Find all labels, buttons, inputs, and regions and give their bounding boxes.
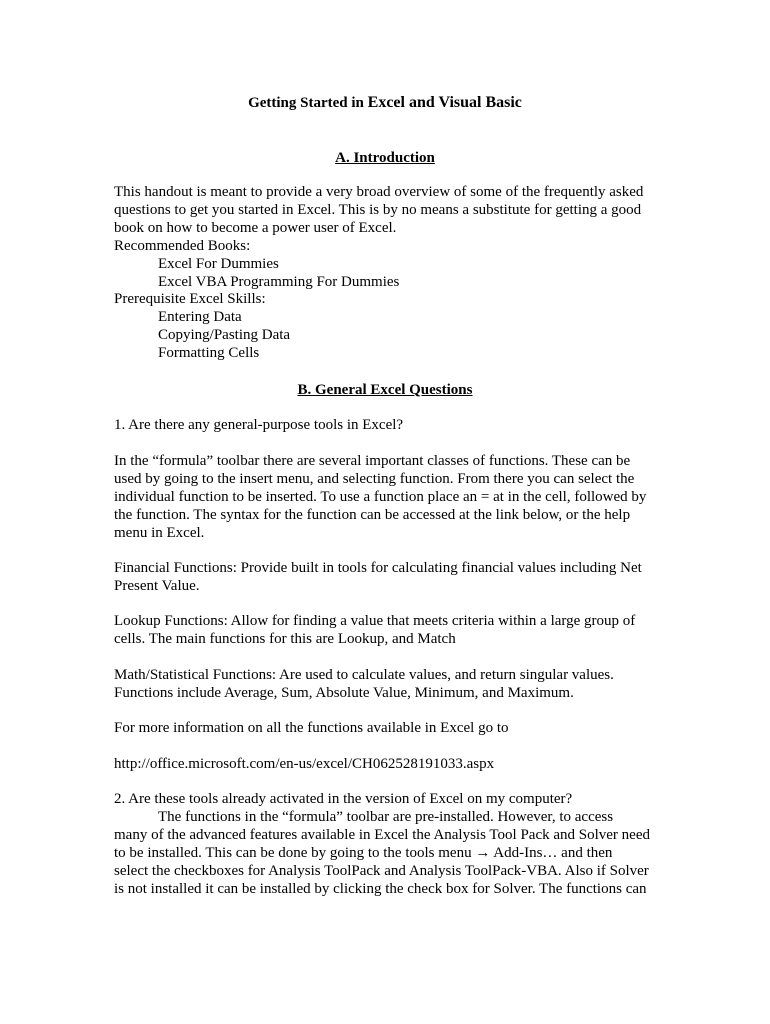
intro-line: This handout is meant to provide a very broad overview of some of the frequently asked	[114, 184, 644, 200]
math-paragraph	[114, 667, 674, 703]
financial-line: Present Value.	[114, 577, 200, 594]
lookup-line: Lookup Functions: Allow for finding a value that meets criteria within a large group of	[114, 613, 636, 629]
intro-block	[114, 184, 674, 363]
formula-line: used by going to the insert menu, and selecting function. From there you can select the	[114, 470, 635, 487]
more-info-paragraph	[114, 720, 674, 738]
question-2	[114, 791, 674, 898]
q2-line: is not installed it can be installed by clicking the check box for Solver. The functions can	[114, 880, 647, 897]
q2-line: select the checkboxes for Analysis ToolPack and Analysis ToolPack-VBA. Also if Solver	[114, 862, 649, 879]
q2-line: The functions in the “formula” toolbar are pre-installed. However, to access	[158, 808, 614, 825]
section-b-heading: B. General Excel Questions	[297, 382, 473, 398]
question-1	[114, 417, 674, 435]
lookup-line: cells. The main functions for this are Lookup, and Match	[114, 630, 456, 647]
q2-line: many of the advanced features available in Excel the Analysis Tool Pack and Solver need	[114, 826, 650, 843]
title-part-2: Excel and Visual Basic	[367, 94, 522, 111]
more-info-text: For more information on all the functions available in Excel go to	[114, 720, 509, 736]
math-line: Functions include Average, Sum, Absolute Value, Minimum, and Maximum.	[114, 684, 574, 701]
financial-paragraph	[114, 560, 674, 596]
title-part-1: Getting Started in	[248, 95, 368, 111]
q2-line: to be installed. This can be done by going to the tools menu → Add-Ins… and then	[114, 844, 613, 861]
recommended-books-label: Recommended Books:	[114, 237, 251, 254]
question-2-text: 2. Are these tools already activated in the version of Excel on my computer?	[114, 791, 573, 807]
formula-line: In the “formula” toolbar there are several important classes of functions. These can be	[114, 453, 631, 469]
formula-line: the function. The syntax for the function can be accessed at the link below, or the help	[114, 506, 631, 523]
section-a-heading: A. Introduction	[335, 150, 435, 166]
book-item: Excel VBA Programming For Dummies	[158, 273, 400, 290]
question-1-text: 1. Are there any general-purpose tools in Excel?	[114, 417, 404, 433]
functions-link[interactable]: http://office.microsoft.com/en-us/excel/CH062528191033.aspx	[114, 756, 495, 772]
math-line: Math/Statistical Functions: Are used to calculate values, and return singular values.	[114, 667, 614, 683]
book-item: Excel For Dummies	[158, 255, 279, 272]
lookup-paragraph	[114, 613, 674, 649]
skill-item: Entering Data	[158, 309, 242, 326]
prerequisite-skills-label: Prerequisite Excel Skills:	[114, 291, 266, 308]
formula-paragraph	[114, 453, 674, 543]
formula-line: menu in Excel.	[114, 524, 205, 541]
financial-line: Financial Functions: Provide built in tools for calculating financial values including Net	[114, 560, 642, 576]
intro-line: book on how to become a power user of Excel.	[114, 219, 397, 236]
formula-line: individual function to be inserted. To use a function place an = at in the cell, followed by	[114, 488, 647, 505]
document-title	[0, 93, 770, 113]
skill-item: Copying/Pasting Data	[158, 327, 291, 344]
link-paragraph	[114, 756, 674, 774]
intro-line: questions to get you started in Excel. This is by no means a substitute for getting a good	[114, 201, 642, 218]
skill-item: Formatting Cells	[158, 345, 260, 362]
